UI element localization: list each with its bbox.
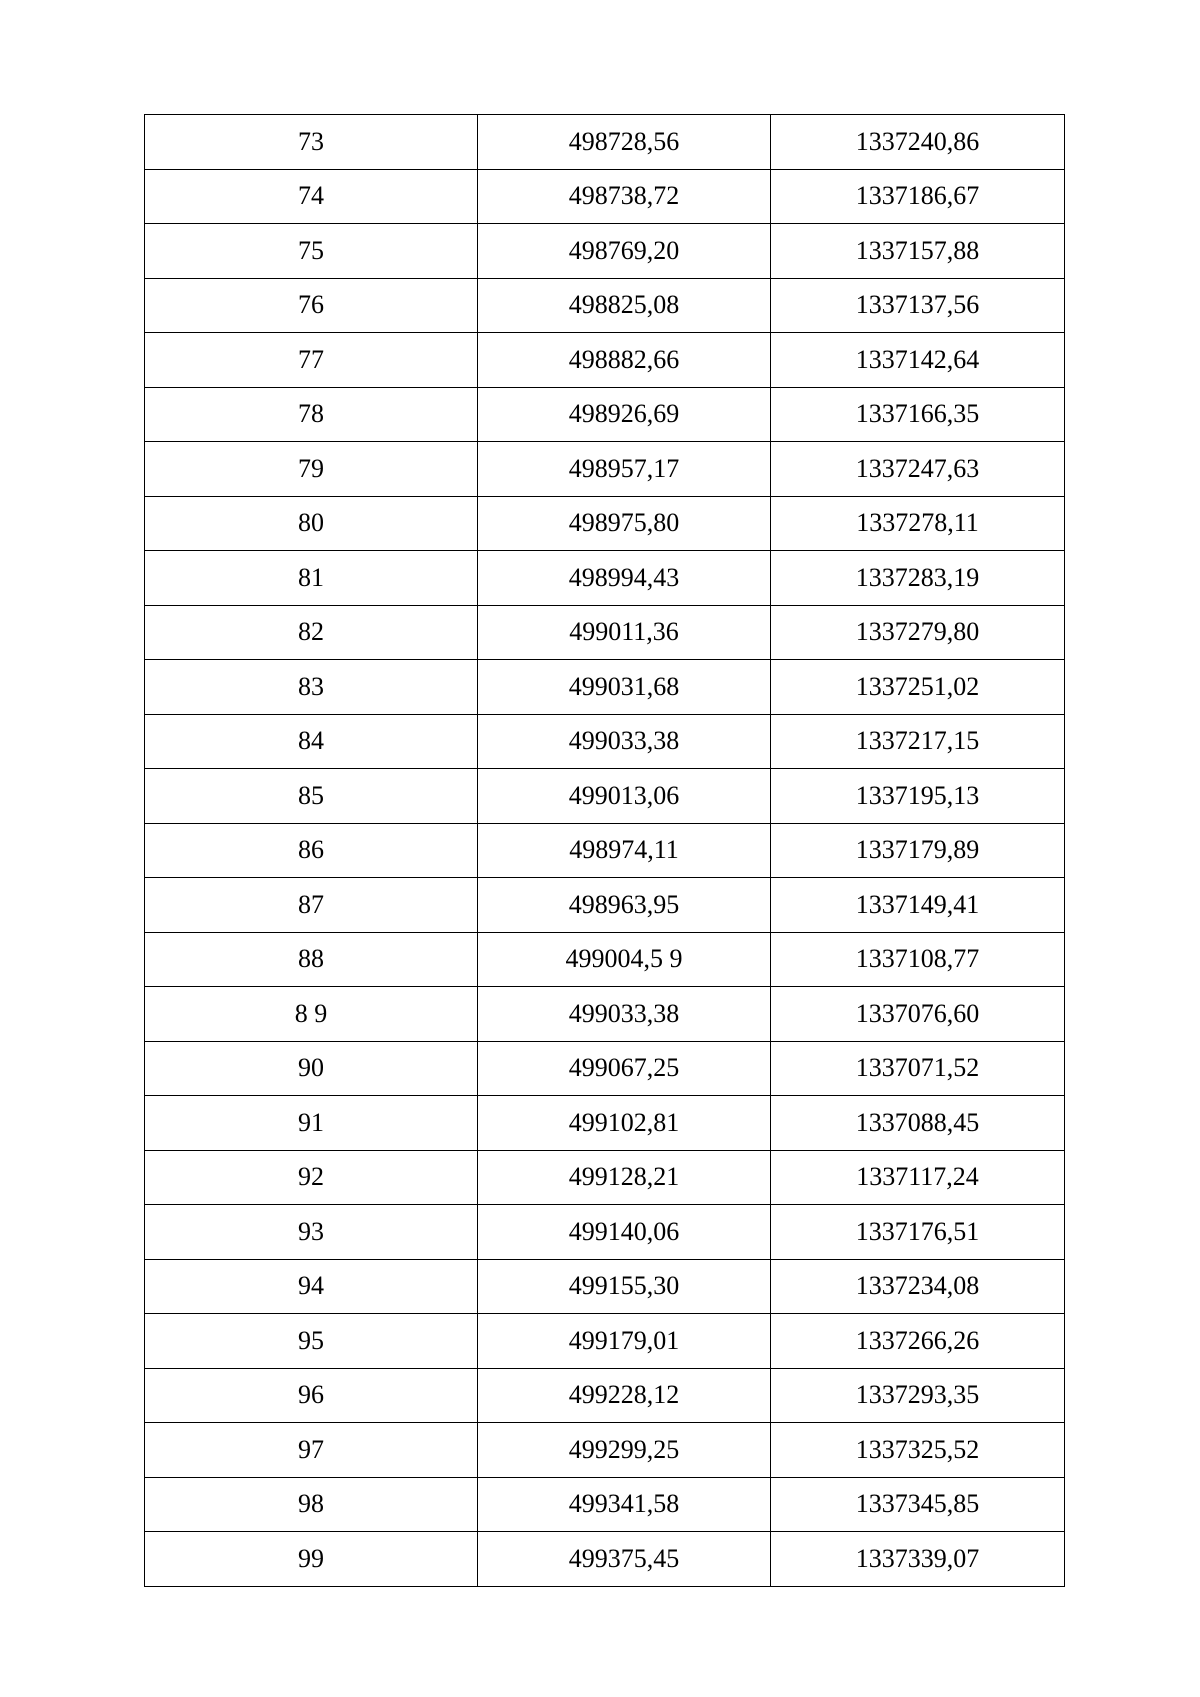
x-coordinate-cell: 499179,01 (478, 1314, 771, 1369)
point-number-cell: 77 (145, 333, 478, 388)
y-coordinate-cell: 1337166,35 (771, 387, 1065, 442)
point-number-cell: 73 (145, 115, 478, 170)
table-row (145, 1150, 1065, 1205)
x-coordinate-cell: 498974,11 (478, 823, 771, 878)
point-number-cell: 78 (145, 387, 478, 442)
point-number-cell: 93 (145, 1205, 478, 1260)
y-coordinate-cell: 1337283,19 (771, 551, 1065, 606)
x-coordinate-cell: 499128,21 (478, 1150, 771, 1205)
y-coordinate-cell: 1337157,88 (771, 224, 1065, 279)
table-row (145, 1477, 1065, 1532)
x-coordinate-cell: 499004,5 9 (478, 932, 771, 987)
x-coordinate-cell: 499011,36 (478, 605, 771, 660)
x-coordinate-cell: 499067,25 (478, 1041, 771, 1096)
point-number-cell: 81 (145, 551, 478, 606)
x-coordinate-cell: 498769,20 (478, 224, 771, 279)
y-coordinate-cell: 1337149,41 (771, 878, 1065, 933)
x-coordinate-cell: 498728,56 (478, 115, 771, 170)
table-row (145, 1368, 1065, 1423)
table-row (145, 1423, 1065, 1478)
x-coordinate-cell: 498957,17 (478, 442, 771, 497)
table-row (145, 714, 1065, 769)
table-row (145, 1096, 1065, 1151)
y-coordinate-cell: 1337279,80 (771, 605, 1065, 660)
y-coordinate-cell: 1337325,52 (771, 1423, 1065, 1478)
y-coordinate-cell: 1337278,11 (771, 496, 1065, 551)
x-coordinate-cell: 499033,38 (478, 714, 771, 769)
y-coordinate-cell: 1337179,89 (771, 823, 1065, 878)
coordinates-table-body (145, 115, 1065, 1587)
y-coordinate-cell: 1337117,24 (771, 1150, 1065, 1205)
point-number-cell: 80 (145, 496, 478, 551)
y-coordinate-cell: 1337108,77 (771, 932, 1065, 987)
table-row (145, 115, 1065, 170)
y-coordinate-cell: 1337195,13 (771, 769, 1065, 824)
y-coordinate-cell: 1337293,35 (771, 1368, 1065, 1423)
point-number-cell: 92 (145, 1150, 478, 1205)
x-coordinate-cell: 498882,66 (478, 333, 771, 388)
point-number-cell: 95 (145, 1314, 478, 1369)
y-coordinate-cell: 1337251,02 (771, 660, 1065, 715)
x-coordinate-cell: 498975,80 (478, 496, 771, 551)
x-coordinate-cell: 499102,81 (478, 1096, 771, 1151)
table-row (145, 605, 1065, 660)
table-row (145, 387, 1065, 442)
y-coordinate-cell: 1337266,26 (771, 1314, 1065, 1369)
point-number-cell: 8 9 (145, 987, 478, 1042)
y-coordinate-cell: 1337240,86 (771, 115, 1065, 170)
point-number-cell: 83 (145, 660, 478, 715)
point-number-cell: 84 (145, 714, 478, 769)
x-coordinate-cell: 499228,12 (478, 1368, 771, 1423)
y-coordinate-cell: 1337186,67 (771, 169, 1065, 224)
point-number-cell: 79 (145, 442, 478, 497)
table-row (145, 769, 1065, 824)
table-row (145, 278, 1065, 333)
point-number-cell: 87 (145, 878, 478, 933)
y-coordinate-cell: 1337234,08 (771, 1259, 1065, 1314)
x-coordinate-cell: 498963,95 (478, 878, 771, 933)
coordinates-table (144, 114, 1065, 1587)
y-coordinate-cell: 1337137,56 (771, 278, 1065, 333)
y-coordinate-cell: 1337071,52 (771, 1041, 1065, 1096)
table-row (145, 496, 1065, 551)
point-number-cell: 97 (145, 1423, 478, 1478)
table-row (145, 1259, 1065, 1314)
y-coordinate-cell: 1337088,45 (771, 1096, 1065, 1151)
point-number-cell: 85 (145, 769, 478, 824)
y-coordinate-cell: 1337076,60 (771, 987, 1065, 1042)
x-coordinate-cell: 498994,43 (478, 551, 771, 606)
table-row (145, 224, 1065, 279)
point-number-cell: 74 (145, 169, 478, 224)
table-row (145, 442, 1065, 497)
y-coordinate-cell: 1337247,63 (771, 442, 1065, 497)
x-coordinate-cell: 498825,08 (478, 278, 771, 333)
table-row (145, 823, 1065, 878)
x-coordinate-cell: 499155,30 (478, 1259, 771, 1314)
table-row (145, 1205, 1065, 1260)
point-number-cell: 75 (145, 224, 478, 279)
point-number-cell: 82 (145, 605, 478, 660)
point-number-cell: 94 (145, 1259, 478, 1314)
point-number-cell: 90 (145, 1041, 478, 1096)
y-coordinate-cell: 1337339,07 (771, 1532, 1065, 1587)
point-number-cell: 96 (145, 1368, 478, 1423)
x-coordinate-cell: 498926,69 (478, 387, 771, 442)
table-row (145, 987, 1065, 1042)
point-number-cell: 88 (145, 932, 478, 987)
y-coordinate-cell: 1337345,85 (771, 1477, 1065, 1532)
y-coordinate-cell: 1337176,51 (771, 1205, 1065, 1260)
x-coordinate-cell: 499140,06 (478, 1205, 771, 1260)
table-row (145, 932, 1065, 987)
table-row (145, 660, 1065, 715)
point-number-cell: 86 (145, 823, 478, 878)
table-row (145, 551, 1065, 606)
point-number-cell: 98 (145, 1477, 478, 1532)
x-coordinate-cell: 499341,58 (478, 1477, 771, 1532)
point-number-cell: 91 (145, 1096, 478, 1151)
x-coordinate-cell: 499031,68 (478, 660, 771, 715)
table-row (145, 1532, 1065, 1587)
table-row (145, 1314, 1065, 1369)
point-number-cell: 76 (145, 278, 478, 333)
y-coordinate-cell: 1337217,15 (771, 714, 1065, 769)
point-number-cell: 99 (145, 1532, 478, 1587)
x-coordinate-cell: 499299,25 (478, 1423, 771, 1478)
table-row (145, 333, 1065, 388)
x-coordinate-cell: 499013,06 (478, 769, 771, 824)
table-row (145, 878, 1065, 933)
table-row (145, 1041, 1065, 1096)
y-coordinate-cell: 1337142,64 (771, 333, 1065, 388)
x-coordinate-cell: 499033,38 (478, 987, 771, 1042)
x-coordinate-cell: 498738,72 (478, 169, 771, 224)
x-coordinate-cell: 499375,45 (478, 1532, 771, 1587)
table-row (145, 169, 1065, 224)
